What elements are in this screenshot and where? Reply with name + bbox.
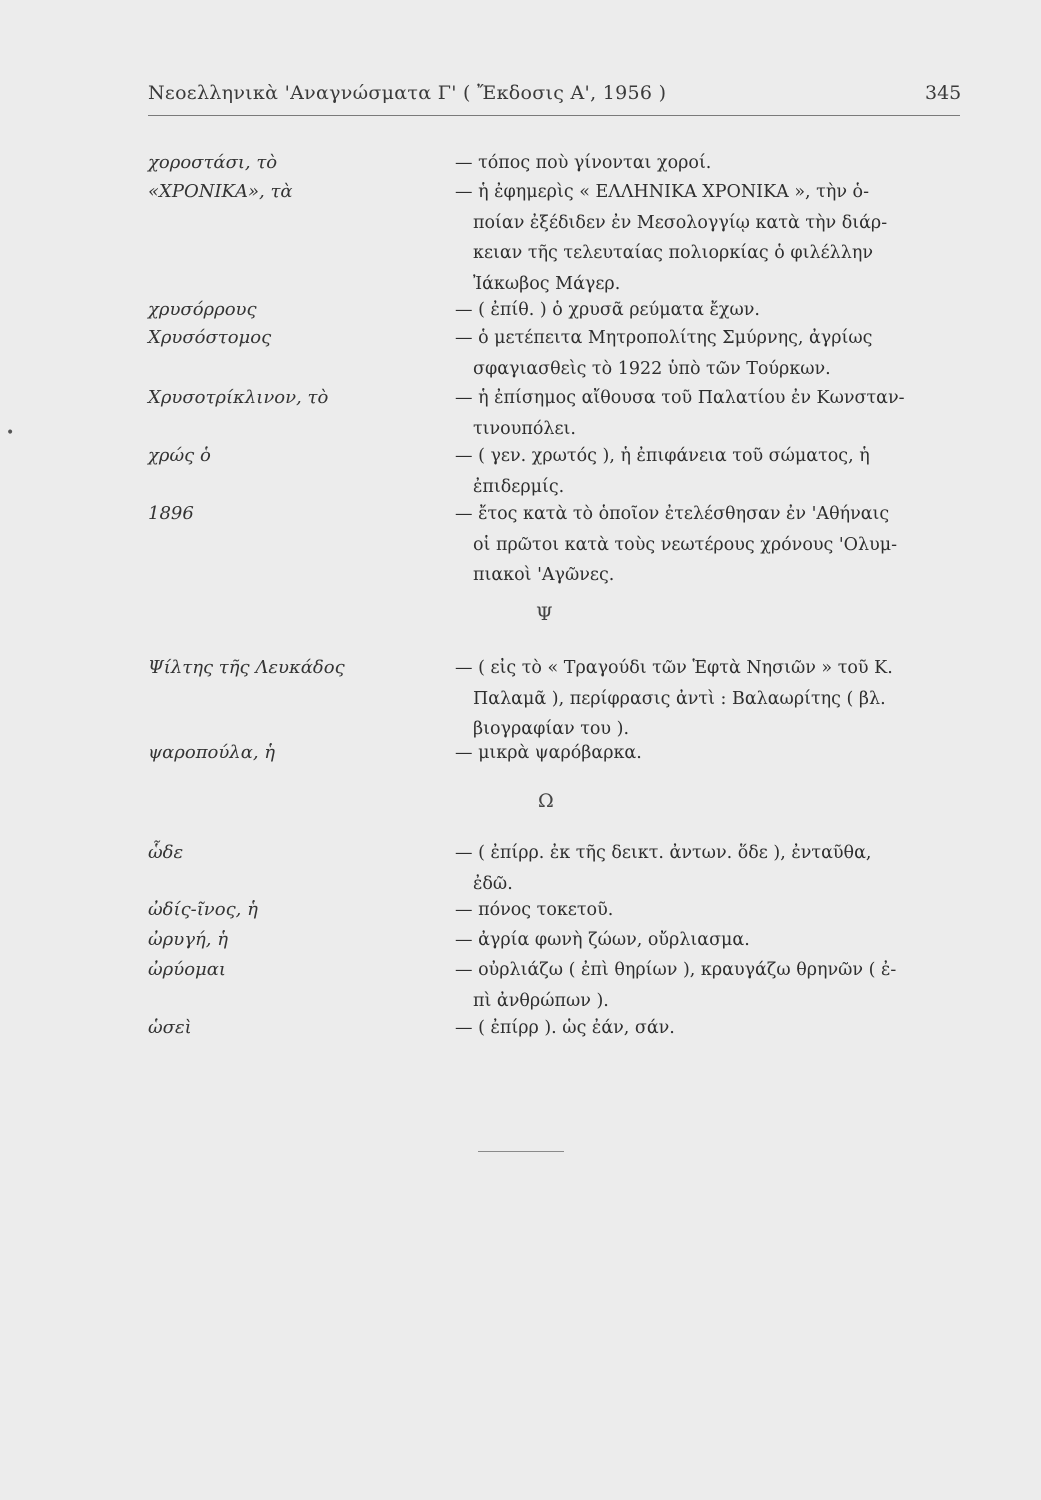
entry-term: χρώς ὁ xyxy=(148,445,211,466)
definition-line: ἐπιδερμίς. xyxy=(473,476,565,497)
entry-term: ὠρυγή, ἡ xyxy=(148,929,228,950)
entry-term: χρυσόρρους xyxy=(148,299,257,320)
entry-definition xyxy=(455,653,945,745)
definition-line: — πόνος τοκετοῦ. xyxy=(455,900,614,920)
entry-definition xyxy=(455,323,945,384)
entry-definition xyxy=(455,177,945,299)
definition-line: οἱ πρῶτοι κατὰ τοὺς νεωτέρους χρόνους 'Ολυμ- xyxy=(473,534,898,555)
definition-line: Ἰάκωβος Μάγερ. xyxy=(473,273,621,294)
definition-line: — ἡ ἐπίσημος αἴθουσα τοῦ Παλατίου ἐν Κωνσταν- xyxy=(455,388,905,408)
end-rule xyxy=(478,1151,564,1152)
entry-term: ὠδίς-ῖνος, ἡ xyxy=(148,899,258,920)
definition-line: βιογραφίαν του ). xyxy=(473,719,630,739)
definition-line: — ( εἰς τὸ « Τραγούδι τῶν Ἑφτὰ Νησιῶν » τοῦ Κ. xyxy=(455,658,893,678)
entry-definition xyxy=(455,925,945,956)
definition-line: — ( ἐπίρρ ). ὡς ἐάν, σάν. xyxy=(455,1018,675,1038)
entry-term: ὠρύομαι xyxy=(148,959,226,980)
entry-term: 1896 xyxy=(148,503,194,524)
entry-definition xyxy=(455,838,945,899)
definition-line: — οὐρλιάζω ( ἐπὶ θηρίων ), κραυγάζω θρηνῶν ( ἐ- xyxy=(455,960,897,980)
entry-definition xyxy=(455,383,945,444)
definition-line: — ἀγρία φωνὴ ζώων, οὔρλιασμα. xyxy=(455,930,750,950)
margin-mark: • xyxy=(6,425,15,441)
definition-line: ποίαν ἐξέδιδεν ἐν Μεσολογγίῳ κατὰ τὴν διάρ- xyxy=(473,212,888,233)
definition-line: σφαγιασθεὶς τὸ 1922 ὑπὸ τῶν Τούρκων. xyxy=(473,358,831,379)
definition-line: — τόπος ποὺ γίνονται χοροί. xyxy=(455,153,712,173)
entry-term: ὡσεὶ xyxy=(148,1017,192,1038)
definition-line: ἐδῶ. xyxy=(473,873,513,894)
entry-definition xyxy=(455,1013,945,1044)
entry-term: ὧδε xyxy=(148,842,184,863)
entry-term: Χρυσοτρίκλινον, τὸ xyxy=(148,387,329,408)
section-letter-omega: Ω xyxy=(538,790,554,812)
definition-line: κειαν τῆς τελευταίας πολιορκίας ὁ φιλέλλην xyxy=(473,243,873,263)
definition-line: — ἡ ἐφημερὶς « ΕΛΛΗΝΙΚΑ ΧΡΟΝΙΚΑ », τὴν ὁ- xyxy=(455,182,870,202)
definition-line: πιακοὶ 'Αγῶνες. xyxy=(473,565,615,585)
definition-line: — ( γεν. χρωτός ), ἡ ἐπιφάνεια τοῦ σώματος, ἡ xyxy=(455,446,870,466)
definition-line: Παλαμᾶ ), περίφρασις ἀντὶ : Βαλαωρίτης ( βλ. xyxy=(473,688,886,709)
definition-line: πὶ ἀνθρώπων ). xyxy=(473,990,609,1011)
entry-definition xyxy=(455,499,945,591)
page-number: 345 xyxy=(925,82,962,104)
definition-line: — ( ἐπίρρ. ἐκ τῆς δεικτ. ἀντων. ὅδε ), ἐνταῦθα, xyxy=(455,843,872,863)
entry-term: ψαροπούλα, ἡ xyxy=(148,742,276,763)
definition-line: — ὁ μετέπειτα Μητροπολίτης Σμύρνης, ἀγρίως xyxy=(455,328,873,348)
definition-line: — μικρὰ ψαρόβαρκα. xyxy=(455,743,642,763)
entry-definition xyxy=(455,148,945,179)
definition-line: — ( ἐπίθ. ) ὁ χρυσᾶ ρεύματα ἔχων. xyxy=(455,300,760,320)
definition-line: τινουπόλει. xyxy=(473,418,576,439)
running-head: Νεοελληνικὰ 'Αναγνώσματα Γ' ( Ἔκδοσις Α', 1956 ) xyxy=(148,82,667,104)
entry-term: Χρυσόστομος xyxy=(148,327,272,348)
entry-definition xyxy=(455,441,945,502)
entry-definition xyxy=(455,895,945,926)
header-rule xyxy=(148,115,960,116)
entry-definition xyxy=(455,295,945,326)
entry-definition xyxy=(455,738,945,769)
entry-term: «ΧΡΟΝΙΚΑ», τὰ xyxy=(148,181,293,202)
entry-term: χοροστάσι, τὸ xyxy=(148,152,278,173)
section-letter-psi: Ψ xyxy=(536,603,553,625)
definition-line: — ἔτος κατὰ τὸ ὁποῖον ἐτελέσθησαν ἐν 'Αθήναις xyxy=(455,504,890,524)
entry-term: Ψίλτης τῆς Λευκάδος xyxy=(148,657,345,678)
entry-definition xyxy=(455,955,945,1016)
